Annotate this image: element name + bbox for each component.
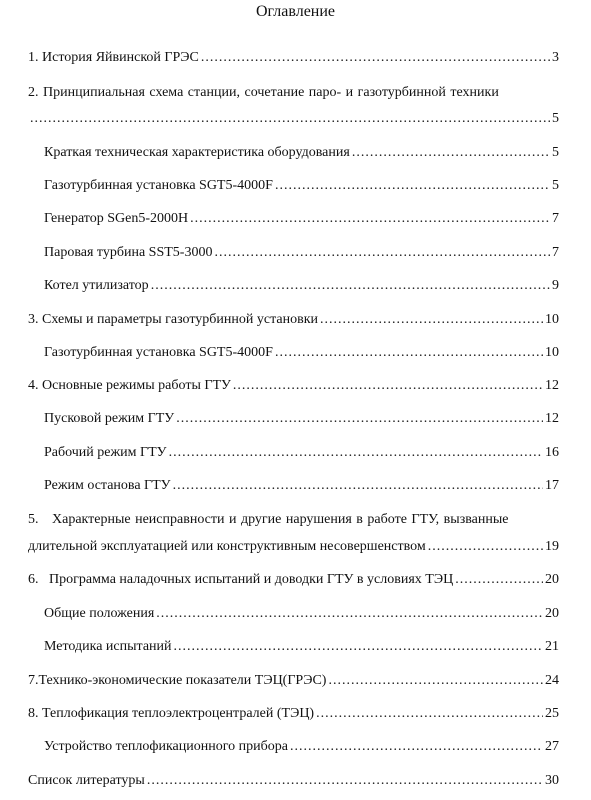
dot-leader: [173, 476, 543, 496]
toc-page-number: 20: [545, 606, 559, 621]
toc-subentry-heating-device[interactable]: [44, 737, 559, 757]
toc-page-number: 5: [552, 178, 559, 193]
toc-entry-text: Режим останова ГТУ: [44, 478, 171, 493]
dot-leader: [174, 637, 543, 657]
toc-page-number: 27: [545, 739, 559, 754]
toc-entry-text: Пусковой режим ГТУ: [44, 411, 175, 426]
dot-leader: [455, 570, 543, 590]
dot-leader: [328, 671, 543, 691]
dot-leader: [151, 276, 550, 296]
dot-leader: [176, 409, 543, 429]
toc-subentry-gas-turbine[interactable]: [44, 176, 559, 196]
toc-subentry-boiler[interactable]: [44, 276, 559, 296]
toc-entry-2-continuation[interactable]: [28, 109, 559, 129]
toc-subentry-general[interactable]: [44, 604, 559, 624]
dot-leader: [201, 48, 550, 68]
toc-entry-3[interactable]: [28, 310, 559, 330]
toc-entry-text: 7.Технико-экономические показатели ТЭЦ(ГРЭС): [28, 673, 327, 688]
dot-leader: [233, 376, 543, 396]
toc-entry-text: 5. Характерные неисправности и другие нарушения в работе ГТУ, вызванные: [28, 512, 509, 527]
dot-leader: [290, 737, 543, 757]
dot-leader: [214, 243, 550, 263]
toc-page-number: 10: [545, 345, 559, 360]
toc-page-number: 20: [545, 572, 559, 587]
toc-entry-text: Общие положения: [44, 606, 155, 621]
toc-page-number: 7: [552, 211, 559, 226]
toc-page-number: 3: [552, 50, 559, 65]
toc-entry-7[interactable]: [28, 671, 559, 691]
toc-entry-text: Котел утилизатор: [44, 278, 149, 293]
toc-entry-text: Рабочий режим ГТУ: [44, 445, 167, 460]
toc-entry-text: Список литературы: [28, 773, 145, 788]
toc-subentry-equipment[interactable]: [44, 143, 559, 163]
toc-entry-text: Паровая турбина SST5-3000: [44, 245, 213, 260]
toc-page-number: 16: [545, 445, 559, 460]
toc-page-number: 25: [545, 706, 559, 721]
toc-page-number: 5: [552, 111, 559, 126]
toc-page-number: 21: [545, 639, 559, 654]
dot-leader: [316, 704, 543, 724]
toc-entry-text: 3. Схемы и параметры газотурбинной установки: [28, 312, 319, 327]
toc-page-number: 7: [552, 245, 559, 260]
toc-entry-6[interactable]: [28, 570, 559, 590]
toc-entry-1[interactable]: [28, 48, 559, 68]
toc-subentry-startup-mode[interactable]: [44, 409, 559, 429]
toc-entry-8[interactable]: [28, 704, 559, 724]
toc-subentry-operating-mode[interactable]: [44, 443, 559, 463]
toc-page-number: 19: [545, 539, 559, 554]
toc-entry-references[interactable]: [28, 771, 559, 791]
toc-page-number: 12: [545, 378, 559, 393]
toc-entry-text: Устройство теплофикационного прибора: [44, 739, 288, 754]
toc-page-number: 12: [545, 411, 559, 426]
toc-entry-text: 6. Программа наладочных испытаний и доводки ГТУ в условиях ТЭЦ: [28, 572, 454, 587]
dot-leader: [156, 604, 543, 624]
toc-entry-text: Газотурбинная установка SGT5-4000F: [44, 345, 273, 360]
dot-leader: [190, 209, 550, 229]
toc-entry-5[interactable]: [28, 510, 559, 530]
dot-leader: [30, 109, 550, 129]
toc-page-number: 24: [545, 673, 559, 688]
toc-entry-text: 1. История Яйвинской ГРЭС: [28, 50, 199, 65]
dot-leader: [275, 343, 543, 363]
dot-leader: [169, 443, 543, 463]
page-title: Оглавление: [255, 3, 336, 20]
dot-leader: [147, 771, 543, 791]
toc-page-number: 17: [545, 478, 559, 493]
toc-entry-text: Методика испытаний: [44, 639, 172, 654]
toc-subentry-test-method[interactable]: [44, 637, 559, 657]
dot-leader: [428, 537, 543, 557]
toc-entry-text: Генератор SGen5-2000H: [44, 211, 189, 226]
toc-page-number: 10: [545, 312, 559, 327]
toc-subentry-generator[interactable]: [44, 209, 559, 229]
toc-entry-text: 8. Теплофикация теплоэлектроцентралей (ТЭЦ): [28, 706, 315, 721]
dot-leader: [320, 310, 543, 330]
toc-entry-5-continuation[interactable]: [28, 537, 559, 557]
toc-page-number: 5: [552, 145, 559, 160]
toc-subentry-steam-turbine[interactable]: [44, 243, 559, 263]
dot-leader: [352, 143, 550, 163]
toc-entry-text: 2. Принципиальная схема станции, сочетание паро- и газотурбинной техники: [28, 85, 499, 100]
toc-page-number: 9: [552, 278, 559, 293]
toc-page-number: 30: [545, 773, 559, 788]
dot-leader: [275, 176, 550, 196]
toc-subentry-gas-turbine-2[interactable]: [44, 343, 559, 363]
toc-entry-text: Газотурбинная установка SGT5-4000F: [44, 178, 273, 193]
toc-subentry-shutdown-mode[interactable]: [44, 476, 559, 496]
toc-entry-text: Краткая техническая характеристика оборудования: [44, 145, 350, 160]
toc-entry-text: длительной эксплуатацией или конструктивным несовершенством: [28, 539, 426, 554]
toc-entry-4[interactable]: [28, 376, 559, 396]
toc-entry-text: 4. Основные режимы работы ГТУ: [28, 378, 231, 393]
toc-entry-2[interactable]: [28, 83, 559, 103]
